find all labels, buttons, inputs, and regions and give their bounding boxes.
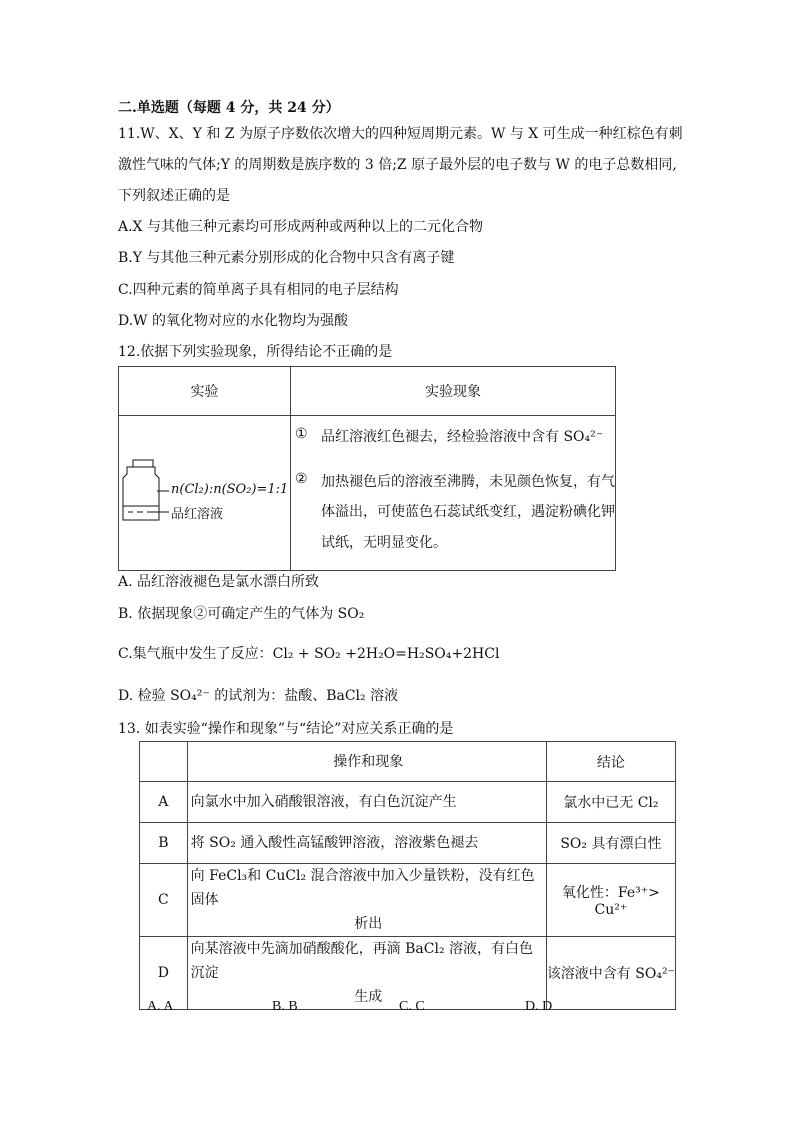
q12-option-c[interactable]: C.集气瓶中发生了反应：Cl₂ + SO₂ +2H₂O=H₂SO₄+2HCl <box>118 646 500 662</box>
q13-header-conclusion: 结论 <box>546 742 675 782</box>
q13-header-blank <box>140 742 188 782</box>
obs-2-num: ② <box>295 471 308 487</box>
q12-option-d[interactable]: D. 检验 SO₄²⁻ 的试剂为：盐酸、BaCl₂ 溶液 <box>118 688 399 704</box>
section-title: 二.单选题（每题 4 分，共 24 分） <box>118 100 340 116</box>
q13-header-operation: 操作和现象 <box>187 742 546 782</box>
q13-choice-d[interactable]: D. D <box>525 999 553 1014</box>
row-operation <box>187 937 546 1010</box>
row-label: A <box>140 782 188 823</box>
q12-phenomenon-cell <box>291 416 616 571</box>
q11-stem-line-1: 11.W、X、Y 和 Z 为原子序数依次增大的四种短周期元素。W 与 X 可生成一种红棕色有刺 <box>118 126 683 142</box>
q11-option-d[interactable]: D.W 的氧化物对应的水化物均为强酸 <box>118 313 349 329</box>
q11-option-b[interactable]: B.Y 与其他三种元素分别形成的化合物中只含有离子键 <box>118 250 455 266</box>
q12-header-experiment: 实验 <box>119 367 291 416</box>
table-row <box>140 823 676 864</box>
obs-2-line-3: 试纸，无明显变化。 <box>321 535 447 551</box>
obs-2-line-1: 加热褪色后的溶液至沸腾，未见颜色恢复，有气 <box>321 474 615 490</box>
row-label: D <box>140 937 188 1010</box>
row-operation-line-2: 生成 <box>354 989 383 1005</box>
row-operation-line-1: 向 FeCl₃和 CuCl₂ 混合溶液中加入少量铁粉，没有红色固体 <box>190 868 535 908</box>
row-conclusion: SO₂ 具有漂白性 <box>546 823 675 864</box>
q11-stem-line-3: 下列叙述正确的是 <box>118 188 230 204</box>
row-operation-line-2: 析出 <box>354 916 383 932</box>
q12-option-b[interactable]: B. 依据现象②可确定产生的气体为 SO₂ <box>118 606 365 622</box>
row-conclusion: 氯水中已无 Cl₂ <box>546 782 675 823</box>
q12-option-a[interactable]: A. 品红溶液褪色是氯水漂白所致 <box>118 574 320 590</box>
row-label: C <box>140 864 188 937</box>
q12-table <box>118 366 616 571</box>
q11-option-c[interactable]: C.四种元素的简单离子具有相同的电子层结构 <box>118 282 399 298</box>
q12-header-phenomenon: 实验现象 <box>291 367 616 416</box>
q13-choice-a[interactable]: A. A <box>147 999 174 1014</box>
obs-2-line-2: 体溢出，可使蓝色石蕊试纸变红，遇淀粉碘化钾 <box>321 504 615 520</box>
diagram-ratio-label: n(Cl₂):n(SO₂)=1:1 <box>171 482 289 497</box>
row-operation: 向氯水中加入硝酸银溶液，有白色沉淀产生 <box>187 782 546 823</box>
row-operation: 将 SO₂ 通入酸性高锰酸钾溶液，溶液紫色褪去 <box>187 823 546 864</box>
row-operation-line-1: 向某溶液中先滴加硝酸酸化，再滴 BaCl₂ 溶液，有白色沉淀 <box>190 941 534 981</box>
row-label: B <box>140 823 188 864</box>
row-conclusion: 氧化性：Fe³⁺> Cu²⁺ <box>546 864 675 937</box>
row-conclusion: 该溶液中含有 SO₄²⁻ <box>546 937 675 1010</box>
q13-choice-c[interactable]: C. C <box>399 999 425 1014</box>
q13-choice-b[interactable]: B. B <box>272 999 298 1014</box>
row-operation <box>187 864 546 937</box>
table-row <box>140 782 676 823</box>
q11-stem-line-2: 激性气味的气体;Y 的周期数是族序数的 3 倍;Z 原子最外层的电子数与 W 的电子总数相同, <box>118 157 677 173</box>
obs-1-text: 品红溶液红色褪去，经检验溶液中含有 SO₄²⁻ <box>321 429 604 445</box>
q13-stem: 13. 如表实验“操作和现象”与“结论”对应关系正确的是 <box>118 721 454 737</box>
obs-1-num: ① <box>295 426 308 442</box>
q12-diagram-cell <box>119 416 291 571</box>
diagram-solution-label: 品红溶液 <box>171 507 224 522</box>
q13-table <box>139 741 676 1010</box>
q12-stem: 12.依据下列实验现象，所得结论不正确的是 <box>118 344 393 360</box>
table-row <box>140 864 676 937</box>
q11-option-a[interactable]: A.X 与其他三种元素均可形成两种或两种以上的二元化合物 <box>118 219 483 235</box>
